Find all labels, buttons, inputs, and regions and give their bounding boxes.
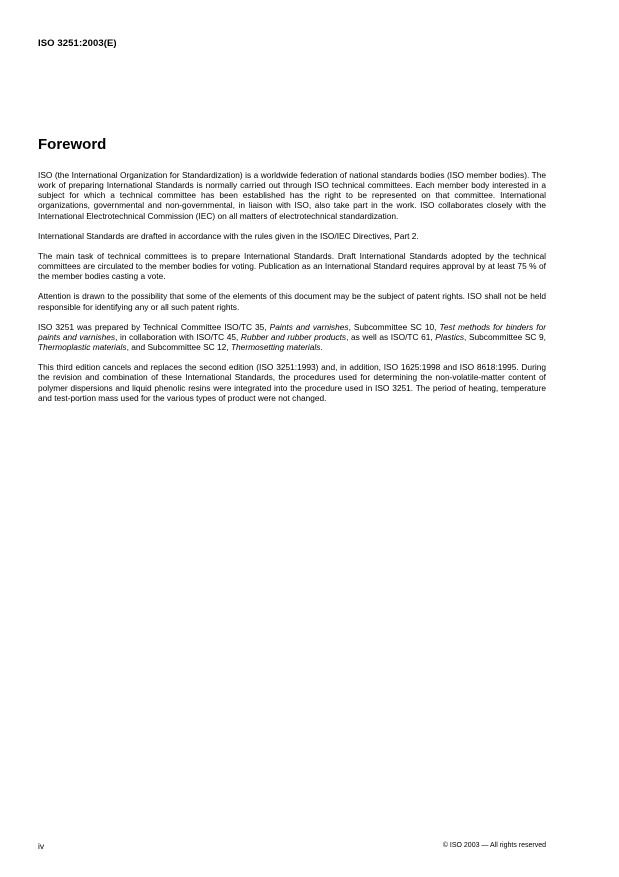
- paragraph-prepared-by: [38, 322, 546, 352]
- text-segment: , as well as ISO/TC 61,: [346, 331, 436, 342]
- page-title: Foreword: [38, 136, 107, 153]
- committee-title: Test methods for binders for paints and varnishes: [38, 321, 546, 342]
- text-segment: , and Subcommittee SC 12,: [126, 342, 231, 353]
- paragraph-iso-intro: ISO (the International Organization for Standardization) is a worldwide federation of national standards bodies (ISO member bodies). The work of preparing International Standards is normally carried out through ISO technical committees. Each member body interested in a subject for which a technical committee has been established has the right to be represented on that committee. International organizations, governmental and non-governmental, in liaison with ISO, also take part in the work. ISO collaborates closely with the International Electrotechnical Commission (IEC) on all matters of electrotechnical standardization.: [38, 170, 546, 221]
- paragraph-edition-notice: This third edition cancels and replaces the second edition (ISO 3251:1993) and, in addition, ISO 1625:1998 and ISO 8618:1995. During the revision and combination of these International Standards, the procedures used for determining the non-volatile-matter content of polymer dispersions and liquid phenolic resins were integrated into the procedure used in ISO 3251. The period of heating, temperature and test-portion mass used for the various types of product were not changed.: [38, 362, 546, 403]
- text-segment: , in collaboration with ISO/TC 45,: [115, 331, 241, 342]
- document-id-header: ISO 3251:2003(E): [38, 38, 117, 49]
- copyright-notice: © ISO 2003 — All rights reserved: [442, 842, 546, 849]
- text-segment: ISO 3251 was prepared by Technical Committee ISO/TC 35,: [38, 321, 270, 332]
- committee-title: Paints and varnishes: [269, 321, 349, 332]
- paragraph-drafting-rules: International Standards are drafted in accordance with the rules given in the ISO/IEC Directives, Part 2.: [38, 230, 419, 241]
- committee-title: Thermoplastic materials: [38, 342, 127, 353]
- paragraph-committee-task: The main task of technical committees is to prepare International Standards. Draft International Standards adopted by the technical committees are circulated to the member bodies for voting. Publication as an International Standard requires approval by at least 75 % of the member bodies casting a vote.: [38, 250, 546, 282]
- paragraph-patent-notice: Attention is drawn to the possibility that some of the elements of this document may be the subject of patent rights. ISO shall not be held responsible for identifying any or all such patent rights.: [38, 291, 546, 312]
- page-number: iv: [38, 841, 45, 851]
- text-segment: , Subcommittee SC 9,: [464, 331, 546, 342]
- committee-title: Thermosetting materials: [230, 342, 321, 353]
- text-segment: , Subcommittee SC 10,: [348, 321, 440, 332]
- committee-title: Plastics: [435, 331, 465, 342]
- committee-title: Rubber and rubber products: [240, 331, 347, 342]
- foreword-body: [38, 170, 546, 413]
- text-segment: .: [320, 342, 323, 353]
